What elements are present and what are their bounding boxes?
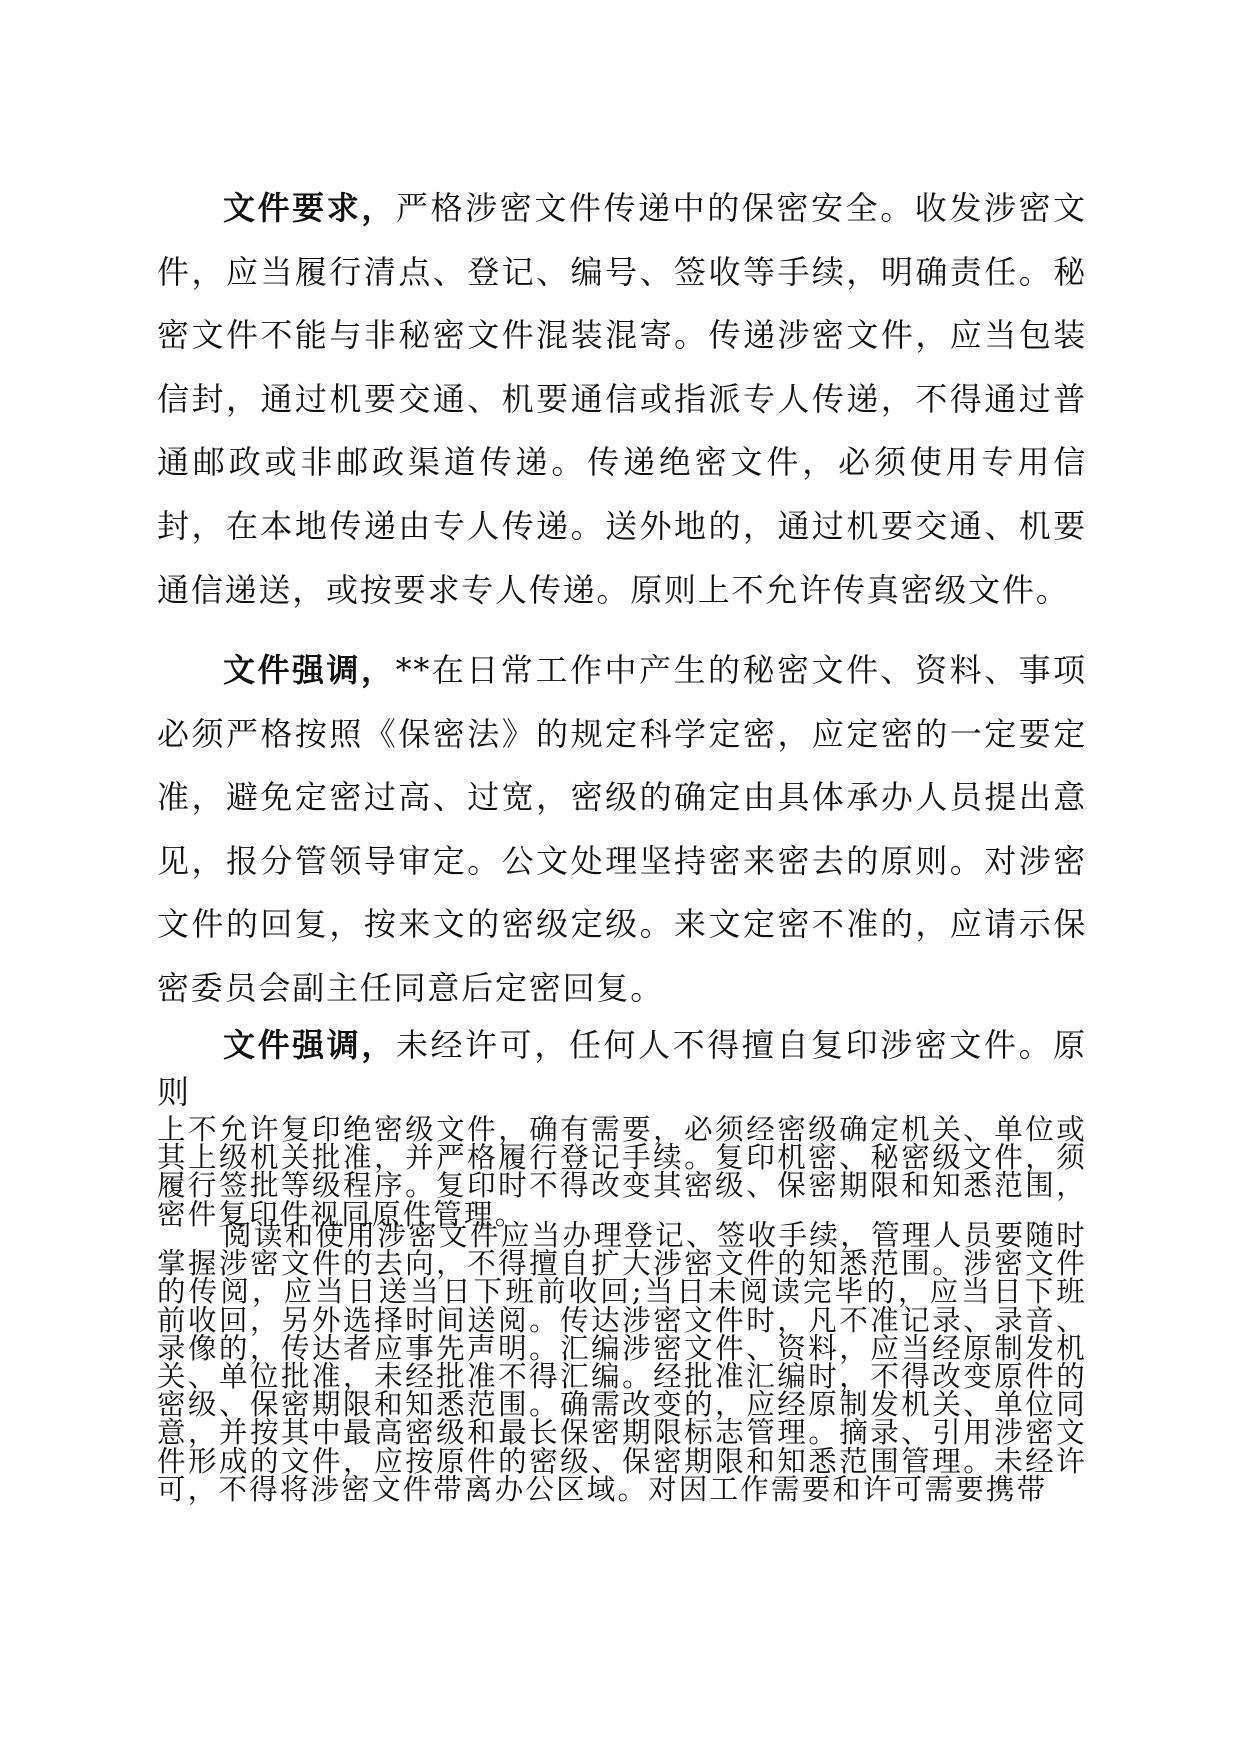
paragraph-file-emphasis-copying: [157, 1022, 1087, 1229]
paragraph-file-requirements: [157, 177, 1087, 622]
paragraph-text: 严格涉密文件传递中的保密安全。收发涉密文件，应当履行清点、登记、编号、签收等手续，明确责任。秘密文件不能与非秘密文件混装混寄。传递涉密文件，应当包装信封，通过机要交通、机要通信或指派专人传递，不得通过普通邮政或非邮政渠道传递。传递绝密文件，必须使用专用信封，在本地传递由专人传递。送外地的，通过机要交通、机要通信递送，或按要求专人传递。原则上不允许传真密级文件。: [157, 189, 1087, 609]
paragraph-lead: 文件强调，: [223, 1026, 396, 1064]
paragraph-lead: 文件强调，: [223, 651, 396, 689]
paragraph-first-line-text: 未经许可，任何人不得擅自复印涉密文件。原则: [157, 1026, 1087, 1111]
paragraph-text: 上不允许复印绝密级文件，确有需要，必须经密级确定机关、单位或其上级机关批准，并严格履行登记手续。复印机密、秘密级文件，须履行签批等级程序。复印时不得改变其密级、保密期限和知悉范围，密件复印件视同原件管理。: [157, 1113, 1087, 1231]
paragraph-file-emphasis-classification: [157, 639, 1087, 1021]
paragraph-lead: 文件要求，: [223, 189, 396, 227]
paragraph-reading-and-use: 阅读和使用涉密文件应当办理登记、签收手续，管理人员要随时掌握涉密文件的去向，不得擅自扩大涉密文件的知悉范围。涉密文件的传阅，应当日送当日下班前收回;当日未阅读完毕的，应当日下班前收回，另外选择时间送阅。传达涉密文件时，凡不准记录、录音、录像的，传达者应事先声明。汇编涉密文件、资料，应当经原制发机关、单位批准，未经批准不得汇编。经批准汇编时，不得改变原件的密级、保密期限和知悉范围。确需改变的，应经原制发机关、单位同意，并按其中最高密级和最长保密期限标志管理。摘录、引用涉密文件形成的文件，应按原件的密级、保密期限和知悉范围管理。未经许可，不得将涉密文件带离办公区域。对因工作需要和许可需要携带: [157, 1219, 1087, 1506]
paragraph-text: **在日常工作中产生的秘密文件、资料、事项必须严格按照《保密法》的规定科学定密，应定密的一定要定准，避免定密过高、过宽，密级的确定由具体承办人员提出意见，报分管领导审定。公文处理坚持密来密去的原则。对涉密文件的回复，按来文的密级定级。来文定密不准的，应请示保密委员会副主任同意后定密回复。: [157, 651, 1087, 1007]
paragraph-first-line: [157, 1022, 1087, 1116]
